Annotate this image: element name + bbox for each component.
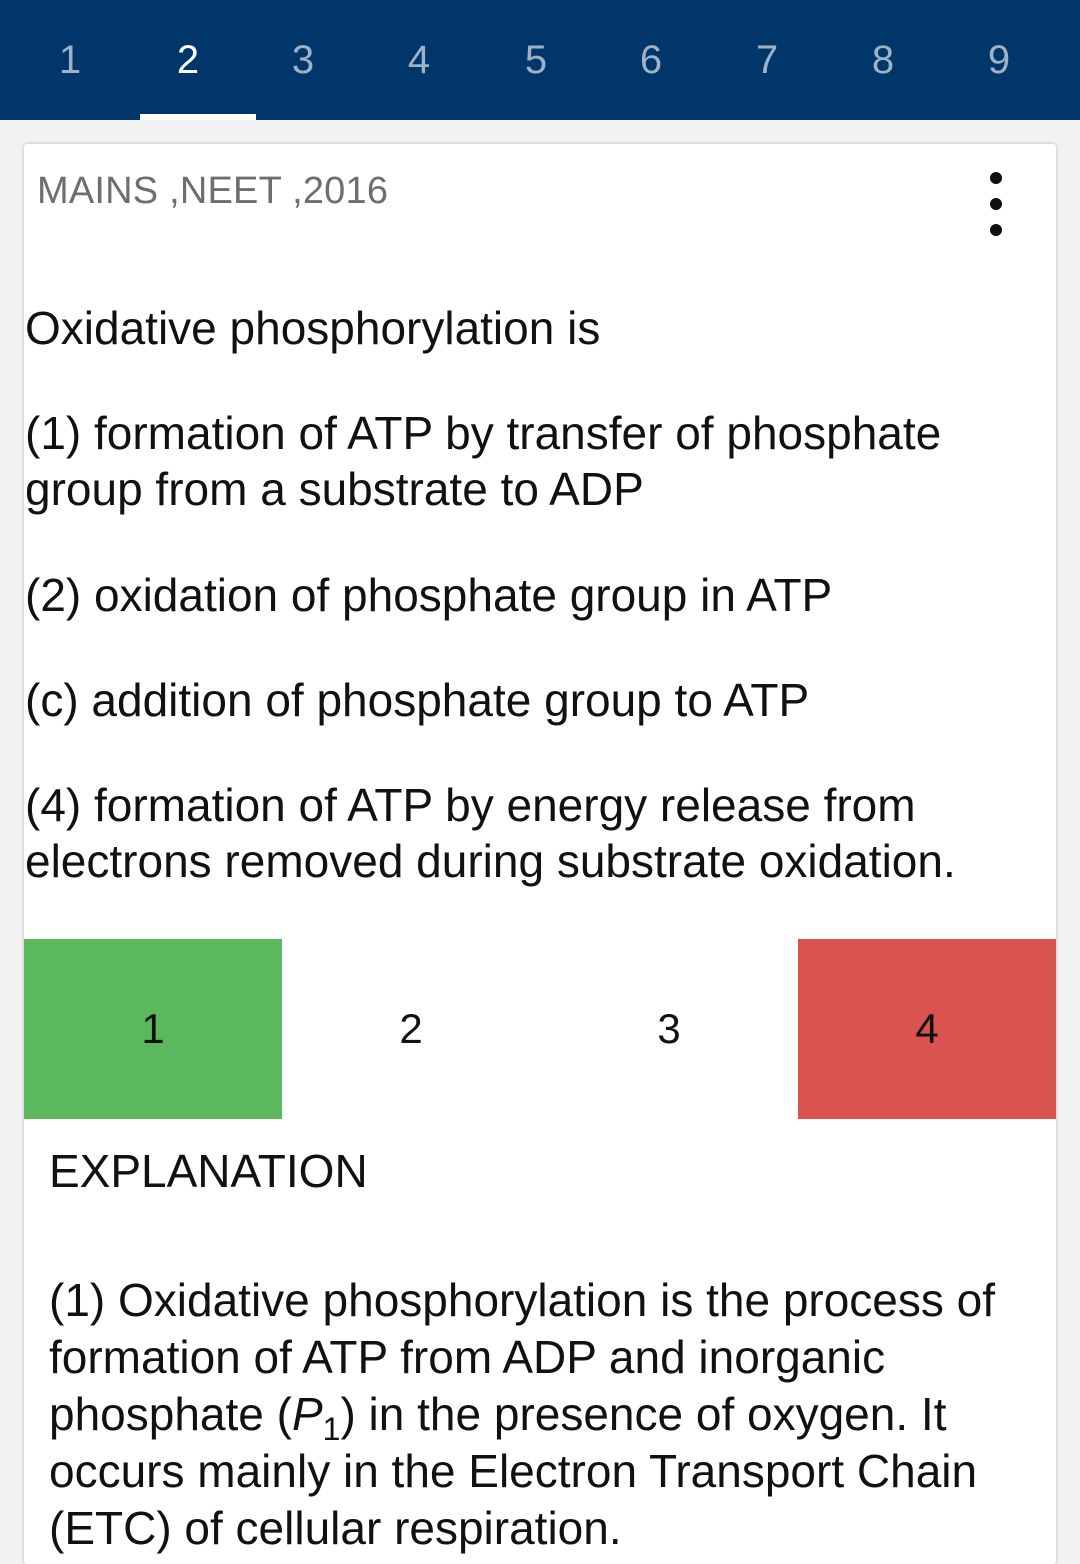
more-vertical-icon[interactable] <box>974 172 1018 236</box>
exam-meta-label: MAINS ,NEET ,2016 <box>37 170 389 212</box>
question-tab-bar <box>0 0 1080 120</box>
more-dot <box>990 172 1002 184</box>
tab-question-6[interactable]: 6 <box>639 37 663 82</box>
answer-option-3[interactable]: 3 <box>657 1005 681 1052</box>
tab-question-4[interactable]: 4 <box>407 37 431 82</box>
tab-question-1[interactable]: 1 <box>58 37 82 82</box>
choice-text-2: (2) oxidation of phosphate group in ATP <box>25 569 833 621</box>
more-dot <box>990 224 1002 236</box>
question-card <box>24 144 1056 1564</box>
choice-text-1: (1) formation of ATP by transfer of phosphate group from a substrate to ADP <box>25 407 942 515</box>
tab-question-7[interactable]: 7 <box>755 37 779 82</box>
tab-question-5[interactable]: 5 <box>524 37 548 82</box>
tab-question-3[interactable]: 3 <box>291 37 315 82</box>
answer-option-1[interactable]: 1 <box>24 939 282 1119</box>
answer-option-2[interactable]: 2 <box>399 1005 423 1052</box>
active-tab-indicator <box>140 114 256 120</box>
tab-question-2[interactable]: 2 <box>176 37 200 82</box>
explanation-symbol: P <box>291 1388 323 1440</box>
answer-options <box>24 939 1056 1119</box>
explanation-text-part: ) in the presence of oxygen. It occurs mainly in the Electron Transport Chain (ETC) of cellular respiration. <box>49 1388 978 1554</box>
answer-option-4[interactable]: 4 <box>798 939 1056 1119</box>
choice-text-4: (4) formation of ATP by energy release from electrons removed during substrate oxidation. <box>25 779 956 887</box>
explanation-text-part: (1) Oxidative phosphorylation is the process of formation of ATP from ADP and inorganic phosphate ( <box>49 1274 996 1440</box>
explanation-text <box>49 1272 1039 1557</box>
tab-question-9[interactable]: 9 <box>987 37 1011 82</box>
explanation-subscript: 1 <box>322 1411 341 1448</box>
explanation-title: EXPLANATION <box>49 1145 368 1197</box>
choice-text-3: (c) addition of phosphate group to ATP <box>25 674 810 726</box>
question-stem: Oxidative phosphorylation is <box>25 302 601 354</box>
tab-question-8[interactable]: 8 <box>871 37 895 82</box>
more-dot <box>990 198 1002 210</box>
